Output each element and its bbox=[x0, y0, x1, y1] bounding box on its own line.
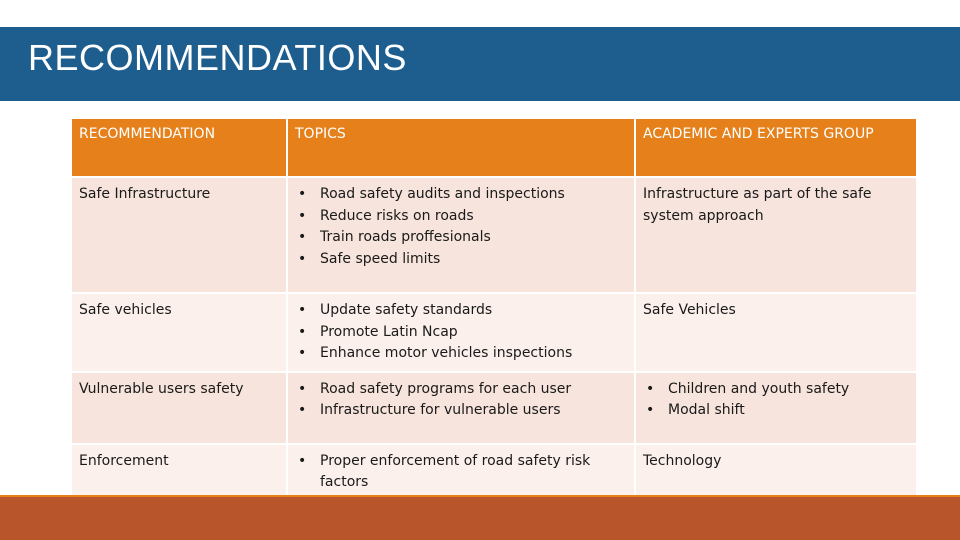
table-row bbox=[71, 372, 917, 444]
bullet-icon: • bbox=[298, 402, 307, 418]
list-item bbox=[295, 322, 627, 344]
topics-list bbox=[295, 379, 627, 422]
list-item bbox=[295, 206, 627, 228]
recommendation-cell: Safe Infrastructure bbox=[71, 177, 287, 293]
bullet-icon: • bbox=[298, 380, 307, 397]
slide-title: RECOMMENDATIONS bbox=[28, 37, 407, 78]
topic-text: Promote Latin Ncap bbox=[320, 323, 458, 340]
topic-text: Reduce risks on roads bbox=[320, 207, 474, 224]
topics-cell bbox=[287, 372, 635, 444]
recommendations-table-wrap bbox=[70, 117, 916, 508]
list-item bbox=[295, 451, 627, 494]
header-topics: TOPICS bbox=[287, 118, 635, 177]
recommendations-table bbox=[70, 117, 918, 508]
table-header-row bbox=[71, 118, 917, 177]
bullet-icon: • bbox=[298, 302, 307, 318]
topics-list bbox=[295, 184, 627, 270]
list-item bbox=[295, 227, 627, 249]
list-item bbox=[295, 343, 627, 365]
list-item bbox=[295, 400, 627, 422]
recommendation-cell: Vulnerable users safety bbox=[71, 372, 287, 444]
bullet-icon: • bbox=[298, 250, 307, 267]
bullet-icon: • bbox=[298, 345, 307, 361]
bullet-icon: • bbox=[298, 186, 307, 202]
topic-text: Infrastructure for vulnerable users bbox=[320, 402, 561, 418]
bullet-icon: • bbox=[646, 402, 655, 418]
academic-text: Children and youth safety bbox=[668, 380, 850, 397]
list-item bbox=[643, 400, 909, 422]
academic-list bbox=[643, 379, 909, 422]
topic-text: Road safety programs for each user bbox=[320, 380, 572, 397]
header-recommendation: RECOMMENDATION bbox=[71, 118, 287, 177]
recommendation-cell: Safe vehicles bbox=[71, 293, 287, 372]
list-item bbox=[295, 184, 627, 206]
table-row bbox=[71, 177, 917, 293]
academic-cell bbox=[635, 372, 917, 444]
bullet-icon: • bbox=[298, 452, 307, 469]
bullet-icon: • bbox=[298, 229, 307, 245]
academic-cell: Safe Vehicles bbox=[635, 293, 917, 372]
academic-cell: Technology bbox=[635, 444, 917, 507]
topic-text: Update safety standards bbox=[320, 302, 493, 318]
list-item bbox=[295, 249, 627, 271]
bullet-icon: • bbox=[298, 207, 307, 224]
bullet-icon: • bbox=[646, 380, 655, 397]
topics-cell bbox=[287, 177, 635, 293]
topics-cell bbox=[287, 293, 635, 372]
list-item bbox=[295, 300, 627, 322]
academic-cell: Infrastructure as part of the safe system approach bbox=[635, 177, 917, 293]
academic-text: Modal shift bbox=[668, 402, 745, 418]
topic-text: Proper enforcement of road safety risk factors bbox=[320, 452, 591, 490]
list-item bbox=[295, 379, 627, 401]
topics-list bbox=[295, 300, 627, 365]
topics-list bbox=[295, 451, 627, 494]
bullet-icon: • bbox=[298, 323, 307, 340]
list-item bbox=[643, 379, 909, 401]
table-row bbox=[71, 293, 917, 372]
topic-text: Road safety audits and inspections bbox=[320, 186, 565, 202]
topic-text: Safe speed limits bbox=[320, 250, 441, 267]
topic-text: Enhance motor vehicles inspections bbox=[320, 345, 573, 361]
topic-text: Train roads proffesionals bbox=[320, 229, 491, 245]
recommendation-cell: Enforcement bbox=[71, 444, 287, 507]
bottom-band bbox=[0, 497, 960, 540]
header-academic-experts-group: ACADEMIC AND EXPERTS GROUP bbox=[635, 118, 917, 177]
